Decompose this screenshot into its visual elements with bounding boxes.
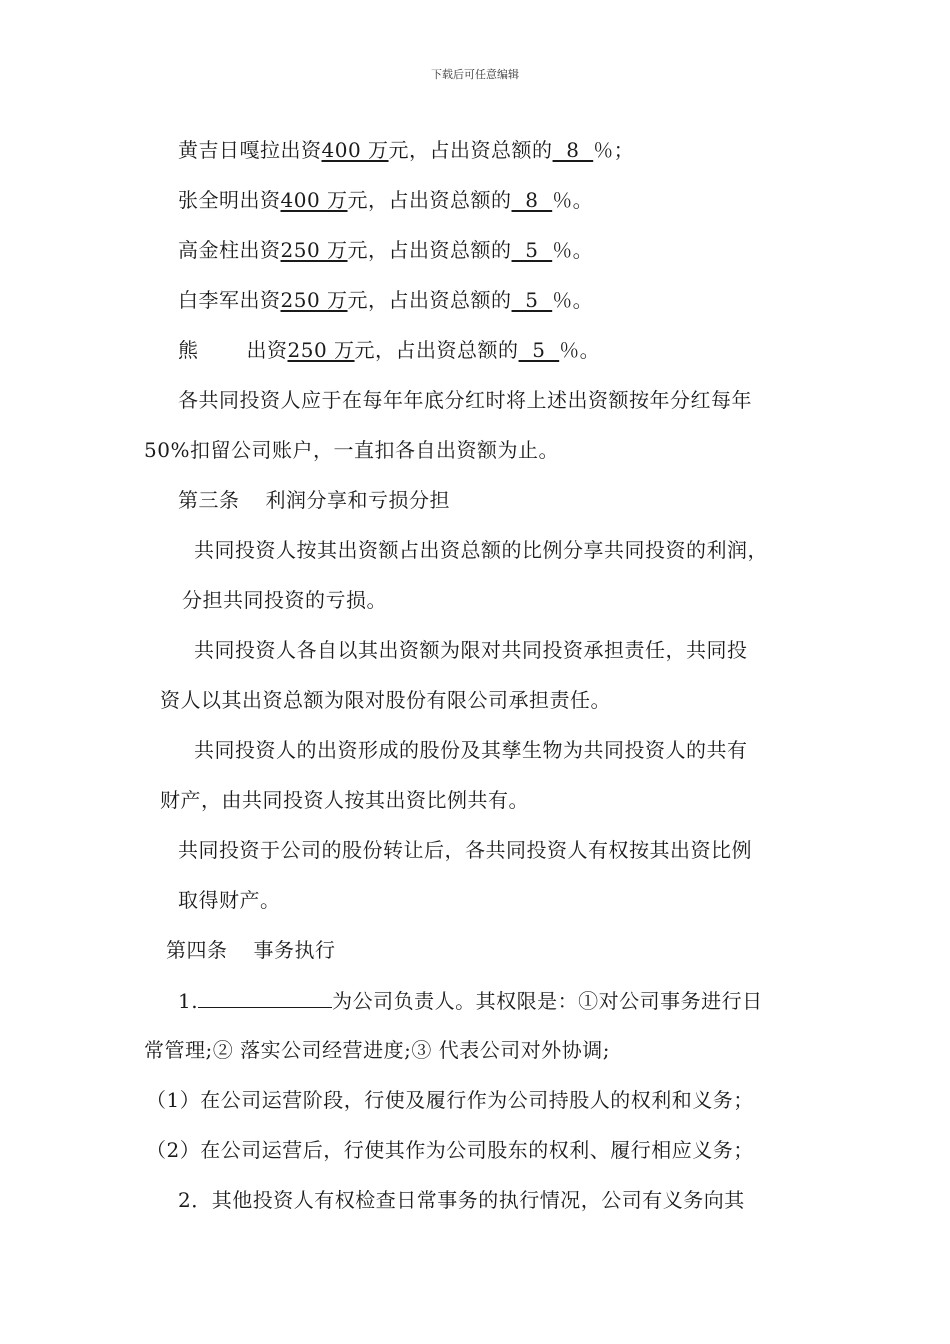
investor-verb: 出资 [239,188,281,212]
list-item: 2．其他投资人有权检查日常事务的执行情况，公司有义务向其 [178,1188,745,1212]
investor-line [178,287,593,313]
investor-line [178,237,593,263]
investor-amount: 250 万 [287,338,355,362]
investor-line [178,137,634,163]
investor-line [178,337,600,363]
investor-amount: 250 万 [280,238,348,262]
paragraph-line: 共同投资于公司的股份转让后，各共同投资人有权按其出资比例 [178,838,752,862]
article-title: 事务执行 [253,938,336,962]
investor-amount: 400 万 [280,188,348,212]
investor-end: ％。 [552,238,594,262]
investor-unit: 元，占出资总额的 [347,238,512,262]
investor-end: ％。 [552,188,594,212]
investor-verb: 出资 [246,338,288,362]
investor-name: 张全明 [178,188,240,212]
investor-verb: 出资 [280,138,322,162]
paragraph-line: 财产，由共同投资人按其出资比例共有。 [160,788,529,812]
paragraph-line: 常管理;② 落实公司经营进度;③ 代表公司对外协调; [144,1038,610,1062]
investor-name: 高金柱 [178,238,240,262]
article-number: 第四条 [166,938,228,962]
investor-end: ％。 [552,288,594,312]
investor-name: 熊 [178,338,199,362]
investor-percent: 8 [552,138,594,162]
sub-item: （2）在公司运营后，行使其作为公司股东的权利、履行相应义务； [146,1138,754,1162]
paragraph-line: 各共同投资人应于在每年年底分红时将上述出资额按年分红每年 [178,388,752,412]
investor-percent: 5 [518,338,560,362]
article-heading [178,487,450,513]
investor-verb: 出资 [239,238,281,262]
investor-percent: 8 [511,188,553,212]
investor-amount: 250 万 [280,288,348,312]
paragraph-line: 50%扣留公司账户，一直扣各自出资额为止。 [144,438,559,462]
investor-end: ％； [593,138,635,162]
investor-unit: 元，占出资总额的 [354,338,519,362]
investor-percent: 5 [511,238,553,262]
investor-line [178,187,593,213]
investor-name: 黄吉日嘎拉 [178,138,281,162]
investor-unit: 元，占出资总额的 [388,138,553,162]
investor-end: ％。 [559,338,601,362]
sub-item: （1）在公司运营阶段，行使及履行作为公司持股人的权利和义务； [146,1088,754,1112]
list-item [178,987,763,1014]
article-heading [166,937,336,963]
article-title: 利润分享和亏损分担 [265,488,450,512]
paragraph-line: 取得财产。 [178,888,281,912]
investor-amount: 400 万 [321,138,389,162]
paragraph-line: 共同投资人按其出资额占出资总额的比例分享共同投资的利润， [194,538,768,562]
investor-unit: 元，占出资总额的 [347,288,512,312]
investor-verb: 出资 [239,288,281,312]
investor-percent: 5 [511,288,553,312]
item-number: 1. [178,989,199,1013]
paragraph-line: 分担共同投资的亏损。 [182,588,387,612]
investor-unit: 元，占出资总额的 [347,188,512,212]
investor-name: 白李军 [178,288,240,312]
page-header: 下载后可任意编辑 [431,68,519,81]
paragraph-line: 共同投资人各自以其出资额为限对共同投资承担责任，共同投 [194,638,748,662]
article-number: 第三条 [178,488,240,512]
paragraph-line: 资人以其出资总额为限对股份有限公司承担责任。 [160,688,611,712]
fill-in-blank [198,987,332,1008]
paragraph-line: 共同投资人的出资形成的股份及其孳生物为共同投资人的共有 [194,738,748,762]
item-text: 为公司负责人。其权限是：①对公司事务进行日 [332,989,763,1013]
